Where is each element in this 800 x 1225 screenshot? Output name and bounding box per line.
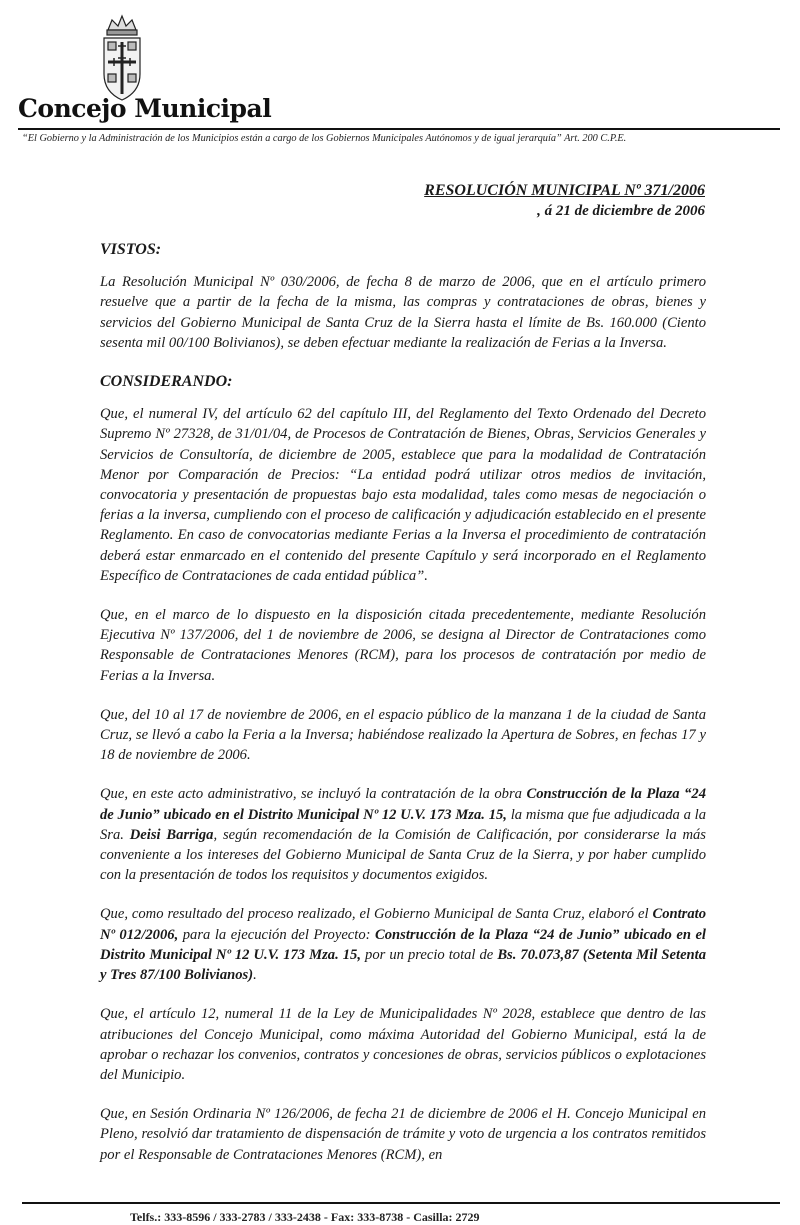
header-divider (18, 128, 780, 130)
considerando-heading: CONSIDERANDO: (100, 373, 233, 391)
p5-project-name: Construcción de la Plaza “24 de Junio” ubicado en el Distrito Municipal Nº 12 U.V. 173 Mza. 15, (100, 926, 706, 963)
footer-divider (22, 1202, 780, 1204)
p5-text-a: Que, como resultado del proceso realizado, el Gobierno Municipal de Santa Cruz, elaboró el (100, 906, 653, 923)
p5-text-e: por un precio total de (361, 946, 498, 963)
resolution-date: , á 21 de diciembre de 2006 (537, 203, 705, 219)
considerando-paragraph-5 (100, 904, 706, 985)
header-motto: “El Gobierno y la Administración de los Municipios están a cargo de los Gobiernos Municipales Autónomos y de igual jerarquía” Art. 200 C.P.E. (22, 133, 627, 144)
p5-contract-number: Contrato Nº 012/2006, (100, 906, 706, 943)
considerando-paragraph-1: Que, el numeral IV, del artículo 62 del capítulo III, del Reglamento del Texto Ordenado del Decreto Supremo Nº 27328, de 31/01/04, de Procesos de Contratación de Bienes, Obras, Servicios Generales y Servicios de Consultoría, de diciembre de 2005, establece que para la modalidad de Contratación Menor por Comparación de Precios: “La entidad podrá utilizar otros medios de invitación, convocatoria y presentación de propuestas bajo esta modalidad, tales como mesas de negociación o ferias a la inversa, cumpliendo con el proceso de calificación y adjudicación establecido en el presente Reglamento. En caso de convocatorias mediante Ferias a la Inversa el procedimiento de contratación deberá estar enmarcado en el contenido del presente Capítulo y será incorporado en el Reglamento Específico de Contrataciones de cada entidad pública”. (100, 406, 706, 584)
p5-text-g: . (253, 967, 257, 984)
considerando-paragraph-2: Que, en el marco de lo dispuesto en la disposición citada precedentemente, mediante Resolución Ejecutiva Nº 137/2006, del 1 de noviembre de 2006, se designa al Director de Contrataciones como Responsable de Contrataciones Menores (RCM), para los procesos de contratación por medio de Ferias a la Inversa. (100, 607, 706, 684)
resolution-title: RESOLUCIÓN MUNICIPAL Nº 371/2006 (424, 182, 705, 199)
p4-contractor-name: Deisi Barriga (129, 826, 214, 843)
considerando-paragraph-3: Que, del 10 al 17 de noviembre de 2006, en el espacio público de la manzana 1 de la ciudad de Santa Cruz, se llevó a cabo la Feria a la Inversa; habiéndose realizado la Apertura de Sobres, en fechas 17 y 18 de noviembre de 2006. (100, 706, 706, 764)
vistos-heading: VISTOS: (100, 241, 162, 258)
p4-text-e: , según recomendación de la Comisión de Calificación, por considerarse la más conveniente a los intereses del Gobierno Municipal de Santa Cruz de la Sierra, y por haber cumplido con la presentación de todos los requisitos y documentos exigidos. (100, 826, 706, 884)
document-body (100, 240, 706, 1184)
p4-project-name: Construcción de la Plaza “24 de Junio” ubicado en el Distrito Municipal Nº 12 U.V. 173 Mza. 15, (100, 786, 706, 823)
considerando-paragraph-6: Que, el artículo 12, numeral 11 de la Ley de Municipalidades Nº 2028, establece que dentro de las atribuciones del Concejo Municipal, como máxima Autoridad del Gobierno Municipal, está la de aprobar o rechazar los convenios, contratos y concesiones de obras, servicios públicos o explotaciones del Municipio. (100, 1006, 706, 1083)
considerando-paragraph-4 (100, 784, 706, 885)
p4-text-a: Que, en este acto administrativo, se incluyó la contratación de la obra (100, 786, 527, 803)
vistos-paragraph: La Resolución Municipal Nº 030/2006, de fecha 8 de marzo de 2006, que en el artículo primero resuelve que a partir de la fecha de la misma, las compras y contrataciones de obras, bienes y servicios del Gobierno Municipal de Santa Cruz de la Sierra hasta el límite de Bs. 160.000 (Ciento sesenta mil 00/100 Bolivianos), se deben efectuar mediante la realización de Ferias a la Inversa. (100, 274, 706, 351)
p4-text-c: la misma que fue adjudicada a la Sra. (100, 806, 706, 843)
p5-total-price: Bs. 70.073,87 (Setenta Mil Setenta y Tres 87/100 Bolivianos) (100, 946, 707, 984)
organization-name: Concejo Municipal (18, 94, 272, 123)
coat-of-arms-icon (94, 12, 150, 104)
considerando-paragraph-7: Que, en Sesión Ordinaria Nº 126/2006, de fecha 21 de diciembre de 2006 el H. Concejo Municipal en Pleno, resolvió dar tratamiento de dispensación de trámite y voto de urgencia a los contratos remitidos por el Responsable de Contrataciones Menores (RCM), en (100, 1106, 706, 1163)
footer-contact: Telfs.: 333-8596 / 333-2783 / 333-2438 - Fax: 333-8738 - Casilla: 2729 (130, 1210, 480, 1224)
p5-text-c: para la ejecución del Proyecto: (178, 926, 376, 943)
